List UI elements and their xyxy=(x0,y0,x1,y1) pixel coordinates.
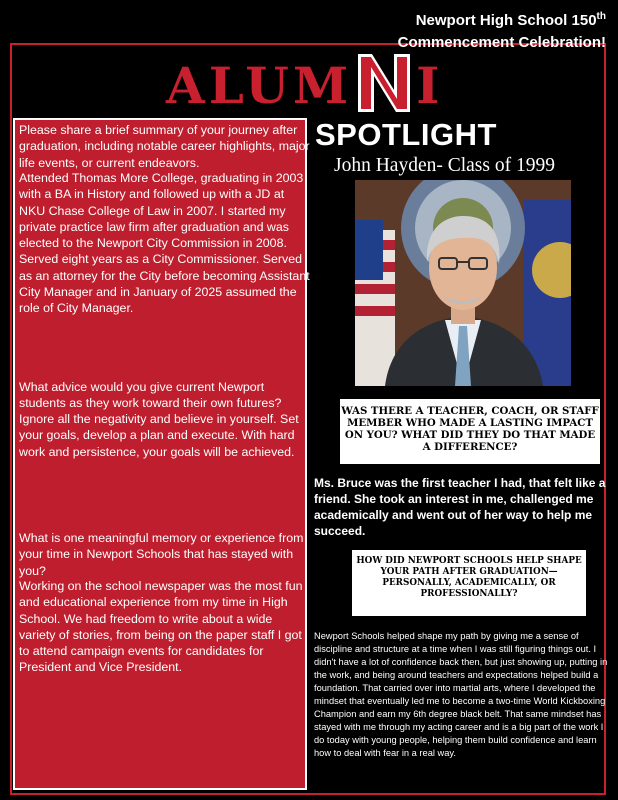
event-title-line2: Commencement Celebration! xyxy=(397,34,606,51)
answer-memory: Working on the school newspaper was the most fun and educational experience from my time in High School. We had freedom to write about a wide variety of stories, from being on the paper staff I got to attend campaign events for candidates for President and Vice President. xyxy=(19,579,303,675)
alumni-wordmark xyxy=(166,50,444,114)
portrait-photo xyxy=(355,180,571,386)
answer-journey: Attended Thomas More College, graduating in 2003 with a BA in History and followed up with a JD at NKU Chase College of Law in 2007. I started my private practice law firm after graduation and was elected to the Newport City Commission in 2008. Served eight years as a City Commissioner. Served as an attorney for the City before becoming Assistant City Manager and in January of 2025 assumed the role of City Manager. xyxy=(19,171,310,316)
answer-path: Newport Schools helped shape my path by giving me a sense of discipline and structure at a time when I was still figuring things out. I didn't have a lot of confidence back then, but just showing up, putting in the work, and being around teachers and expectations helped build a foundation. That carried over into martial arts, where I developed the mindset that eventually led me to become a two-time World Kickboxing Champion and earn my 6th degree black belt. That same mindset has stayed with me through my acting career and is a big part of the work I do today with young people, helping them build confidence and learn how to deal with fear in a real way. xyxy=(314,631,608,758)
alumni-text-right: I xyxy=(416,56,444,115)
event-title-line1: Newport High School 150th xyxy=(415,11,606,29)
alumni-text-left: ALUM xyxy=(166,56,353,115)
question-journey: Please share a brief summary of your journey after graduation, including notable career highlights, major life events, or current endeavors. xyxy=(19,123,310,170)
question-teacher-box: WAS THERE A TEACHER, COACH, OR STAFF MEMBER WHO MADE A LASTING IMPACT ON YOU? WHAT DID THEY DO THAT MADE A DIFFERENCE? xyxy=(338,397,602,466)
question-memory: What is one meaningful memory or experience from your time in Newport Schools that has stayed with you? xyxy=(19,531,304,578)
question-advice: What advice would you give current Newport students as they work toward their own futures? xyxy=(19,380,282,411)
alumnus-name: John Hayden- Class of 1999 xyxy=(334,155,555,176)
newport-n-logo-icon xyxy=(356,52,412,114)
question-path-box: HOW DID NEWPORT SCHOOLS HELP SHAPE YOUR PATH AFTER GRADUATION—PERSONALLY, ACADEMICALLY, OR PROFESSIONALLY? xyxy=(350,548,588,618)
spotlight-heading: SPOTLIGHT xyxy=(315,117,497,152)
answer-advice: Ignore all the negativity and believe in yourself. Set your goals, develop a plan and execute. With hard work and persistence, your goals will be achieved. xyxy=(19,412,299,459)
event-title xyxy=(366,6,606,54)
answer-teacher: Ms. Bruce was the first teacher I had, that felt like a friend. She took an interest in me, challenged me academically and went out of her way to help me succeed. xyxy=(314,476,606,538)
